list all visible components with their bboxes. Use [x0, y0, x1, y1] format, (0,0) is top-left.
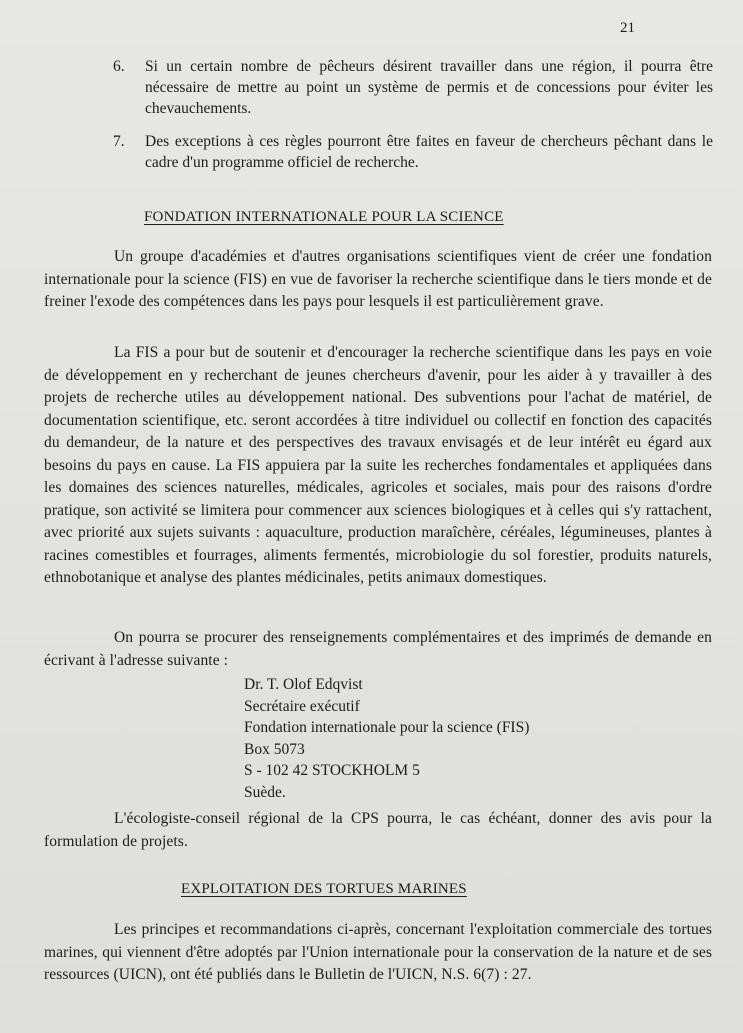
list-item-text: Des exceptions à ces règles pourront être faites en faveur de chercheurs pêchant dans le cadre d'un programme officiel de recherche. — [145, 133, 713, 171]
address-line: Dr. T. Olof Edqvist — [244, 676, 363, 693]
paragraph-fis-purpose: La FIS a pour but de soutenir et d'encourager la recherche scientifique dans les pays en voie de développement en y recherchant de jeunes chercheurs d'avenir, pour les aider à y travailler à des projets de recherche utiles au développement national. Des subventions pour l'achat de matériel, de documentation scientifique, etc. seront accordées à titre individuel ou collectif en fonction des capacités du demandeur, de la nature et des perspectives des travaux envisagés et de leur intérêt eu égard aux besoins du pays en cause. La FIS appuiera par la suite les recherches fondamentales et appliquées dans les domaines des sciences naturelles, médicales, agricoles et sociales, mais pour des raisons d'ordre pratique, son activité se limitera pour commencer aux sciences biologiques et à celles qui s'y rattachent, avec priorité aux sujets suivants : aquaculture, production maraîchère, céréales, légumineuses, plantes à racines comestibles et fourrages, aliments fermentés, microbiologie du sol forestier, produits naturels, ethnobotanique et analyse des plantes médicinales, petits animaux domestiques. — [44, 344, 712, 586]
list-item-number: 6. — [113, 58, 125, 75]
paragraph-fis-contact: On pourra se procurer des renseignements complémentaires et des imprimés de demande en écrivant à l'adresse suivante : — [44, 629, 712, 669]
address-line: Secrétaire exécutif — [244, 697, 360, 715]
section-heading-turtles: EXPLOITATION DES TORTUES MARINES — [181, 881, 467, 897]
paragraph-cps-advice: L'écologiste-conseil régional de la CPS pourra, le cas échéant, donner des avis pour la formulation de projets. — [44, 810, 712, 850]
section-heading-fis: FONDATION INTERNATIONALE POUR LA SCIENCE — [144, 209, 504, 225]
list-item-6 — [113, 56, 713, 119]
list-item-text: Si un certain nombre de pêcheurs désirent travailler dans une région, il pourra être nécessaire de mettre au point un système de permis et de concessions pour éviter les chevauchements. — [145, 58, 713, 117]
list-item-number: 7. — [113, 133, 125, 150]
address-line: Suède. — [244, 783, 286, 801]
paragraph-fis-intro: Un groupe d'académies et d'autres organisations scientifiques vient de créer une fondation internationale pour la science (FIS) en vue de favoriser la recherche scientifique dans le tiers monde et de freiner l'exode des compétences dans les pays pour lesquels il est particulièrement grave. — [44, 248, 712, 310]
address-line: Box 5073 — [244, 740, 305, 758]
paragraph-turtles-intro: Les principes et recommandations ci-après, concernant l'exploitation commerciale des tortues marines, qui viennent d'être adoptés par l'Union internationale pour la conservation de la nature et de ses ressources (UICN), ont été publiés dans le Bulletin de l'UICN, N.S. 6(7) : 27. — [44, 921, 712, 983]
page-number: 21 — [620, 20, 635, 36]
list-item-7 — [113, 131, 713, 173]
address-line: Fondation internationale pour la science (FIS) — [244, 719, 530, 736]
address-block — [244, 674, 529, 803]
address-line: S - 102 42 STOCKHOLM 5 — [244, 762, 420, 779]
